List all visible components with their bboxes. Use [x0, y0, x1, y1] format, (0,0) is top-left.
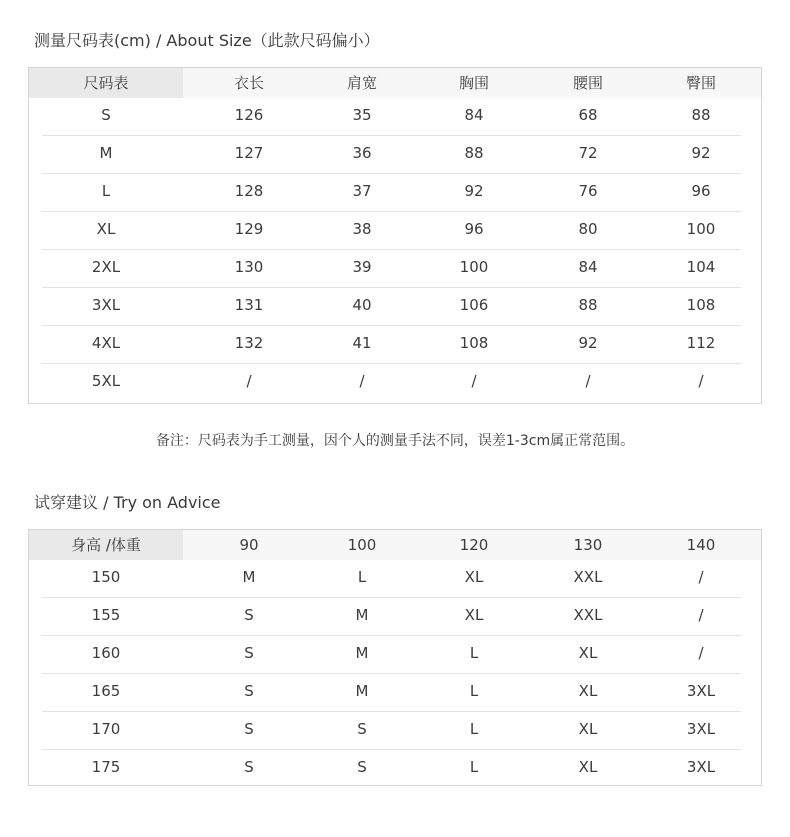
- advice-chart-cell: XL: [578, 682, 598, 700]
- advice-chart-cell: 3XL: [686, 682, 716, 700]
- size-chart-cell: 96: [464, 220, 484, 238]
- advice-chart-cell: XXL: [573, 568, 603, 586]
- advice-chart-cell: XL: [578, 758, 598, 776]
- size-chart-cell: 5XL: [91, 372, 121, 390]
- size-chart-cell: 108: [459, 334, 489, 352]
- size-chart-row: [29, 326, 761, 364]
- size-chart-header-cell: 尺码表: [83, 74, 129, 92]
- size-chart-cell: 92: [464, 182, 484, 200]
- size-chart-cell: 36: [352, 144, 372, 162]
- size-chart-cell: /: [698, 372, 704, 390]
- advice-chart-cell: 160: [91, 644, 121, 662]
- size-chart-row: [29, 136, 761, 174]
- advice-chart-cell: L: [469, 758, 479, 776]
- size-chart-cell: 92: [578, 334, 598, 352]
- size-chart-cell: 112: [686, 334, 716, 352]
- advice-chart-cell: S: [244, 758, 254, 776]
- size-chart-row: [29, 288, 761, 326]
- size-chart-header-cell: 胸围: [458, 74, 489, 92]
- size-chart-header-cell: 肩宽: [346, 74, 377, 92]
- advice-chart-cell: S: [244, 682, 254, 700]
- size-chart-cell: 106: [459, 296, 489, 314]
- advice-chart-cell: 165: [91, 682, 121, 700]
- advice-chart-cell: L: [469, 644, 479, 662]
- size-chart-cell: 84: [578, 258, 598, 276]
- size-chart-cell: 100: [459, 258, 489, 276]
- advice-chart-row: [29, 636, 761, 674]
- advice-chart-cell: M: [355, 644, 369, 662]
- advice-chart-row: [29, 750, 761, 788]
- size-chart-cell: 128: [234, 182, 264, 200]
- advice-chart-cell: S: [244, 720, 254, 738]
- size-chart-cell: 129: [234, 220, 264, 238]
- size-chart-header-cell: 臀围: [685, 74, 716, 92]
- size-chart-row: [29, 212, 761, 250]
- size-chart-cell: L: [101, 182, 111, 200]
- advice-chart-header-cell: 身高 /体重: [71, 536, 141, 554]
- size-chart-cell: /: [585, 372, 591, 390]
- advice-chart-cell: S: [244, 644, 254, 662]
- size-chart-cell: 100: [686, 220, 716, 238]
- size-chart-cell: /: [471, 372, 477, 390]
- size-chart-cell: 38: [352, 220, 372, 238]
- size-chart-header-cell: 腰围: [572, 74, 603, 92]
- advice-chart-cell: 170: [91, 720, 121, 738]
- advice-chart-cell: 3XL: [686, 758, 716, 776]
- size-chart-cell: 37: [352, 182, 372, 200]
- size-chart-cell: 132: [234, 334, 264, 352]
- advice-chart-row: [29, 560, 761, 598]
- size-chart-cell: 127: [234, 144, 264, 162]
- advice-chart-cell: S: [357, 758, 367, 776]
- size-chart-cell: 84: [464, 106, 484, 124]
- advice-chart-cell: L: [469, 720, 479, 738]
- advice-chart-cell: XXL: [573, 606, 603, 624]
- size-chart-cell: XL: [96, 220, 116, 238]
- advice-chart-header-cell: 140: [686, 536, 716, 554]
- advice-chart-cell: XL: [578, 644, 598, 662]
- size-chart-cell: /: [359, 372, 365, 390]
- size-chart-row: [29, 250, 761, 288]
- size-chart-cell: 130: [234, 258, 264, 276]
- advice-chart-cell: XL: [578, 720, 598, 738]
- size-chart-cell: 4XL: [91, 334, 121, 352]
- advice-chart-header-cell: 120: [459, 536, 489, 554]
- size-chart-cell: S: [101, 106, 111, 124]
- advice-chart-cell: 3XL: [686, 720, 716, 738]
- size-chart-cell: 80: [578, 220, 598, 238]
- size-chart-cell: 35: [352, 106, 372, 124]
- size-chart-cell: 96: [691, 182, 711, 200]
- size-chart-row: [29, 174, 761, 212]
- measurement-note: 备注：尺码表为手工测量，因个人的测量手法不同，误差1-3cm属正常范围。: [155, 433, 635, 449]
- advice-chart-cell: M: [355, 606, 369, 624]
- advice-chart-row: [29, 674, 761, 712]
- advice-chart-cell: /: [698, 568, 704, 586]
- advice-chart-header-row: [29, 530, 761, 560]
- advice-chart-cell: 150: [91, 568, 121, 586]
- size-chart-cell: 39: [352, 258, 372, 276]
- size-chart-cell: 108: [686, 296, 716, 314]
- size-chart-cell: 92: [691, 144, 711, 162]
- advice-chart-cell: 155: [91, 606, 121, 624]
- size-chart-cell: 88: [691, 106, 711, 124]
- advice-chart-cell: /: [698, 644, 704, 662]
- advice-chart-cell: S: [244, 606, 254, 624]
- advice-chart-header-cell: 130: [573, 536, 603, 554]
- size-chart-cell: /: [246, 372, 252, 390]
- advice-chart-header-cell: 90: [239, 536, 259, 554]
- advice-chart-title: 试穿建议 / Try on Advice: [34, 493, 221, 512]
- advice-chart-cell: M: [242, 568, 256, 586]
- size-chart-cell: 104: [686, 258, 716, 276]
- size-chart-cell: M: [99, 144, 113, 162]
- advice-chart-cell: S: [357, 720, 367, 738]
- size-chart-cell: 76: [578, 182, 598, 200]
- advice-chart-cell: L: [357, 568, 367, 586]
- size-chart-row: [29, 364, 761, 402]
- size-chart-cell: 88: [464, 144, 484, 162]
- size-chart-cell: 3XL: [91, 296, 121, 314]
- size-chart-cell: 72: [578, 144, 598, 162]
- size-chart-title: 测量尺码表(cm) / About Size（此款尺码偏小）: [34, 31, 380, 50]
- advice-chart-header-cell: 100: [347, 536, 377, 554]
- size-chart-header-cell: 衣长: [233, 74, 264, 92]
- advice-chart-row: [29, 712, 761, 750]
- size-chart-cell: 41: [352, 334, 372, 352]
- advice-chart-cell: /: [698, 606, 704, 624]
- size-chart-cell: 126: [234, 106, 264, 124]
- size-chart-table: [28, 67, 762, 404]
- size-chart-cell: 131: [234, 296, 264, 314]
- size-chart-cell: 40: [352, 296, 372, 314]
- advice-chart-cell: M: [355, 682, 369, 700]
- size-chart-row: [29, 98, 761, 136]
- size-chart-cell: 2XL: [91, 258, 121, 276]
- size-chart-cell: 68: [578, 106, 598, 124]
- advice-chart-row: [29, 598, 761, 636]
- advice-chart-table: [28, 529, 762, 786]
- advice-chart-cell: XL: [464, 606, 484, 624]
- advice-chart-cell: XL: [464, 568, 484, 586]
- advice-chart-cell: L: [469, 682, 479, 700]
- size-chart-header-row: [29, 68, 761, 98]
- size-chart-cell: 88: [578, 296, 598, 314]
- advice-chart-cell: 175: [91, 758, 121, 776]
